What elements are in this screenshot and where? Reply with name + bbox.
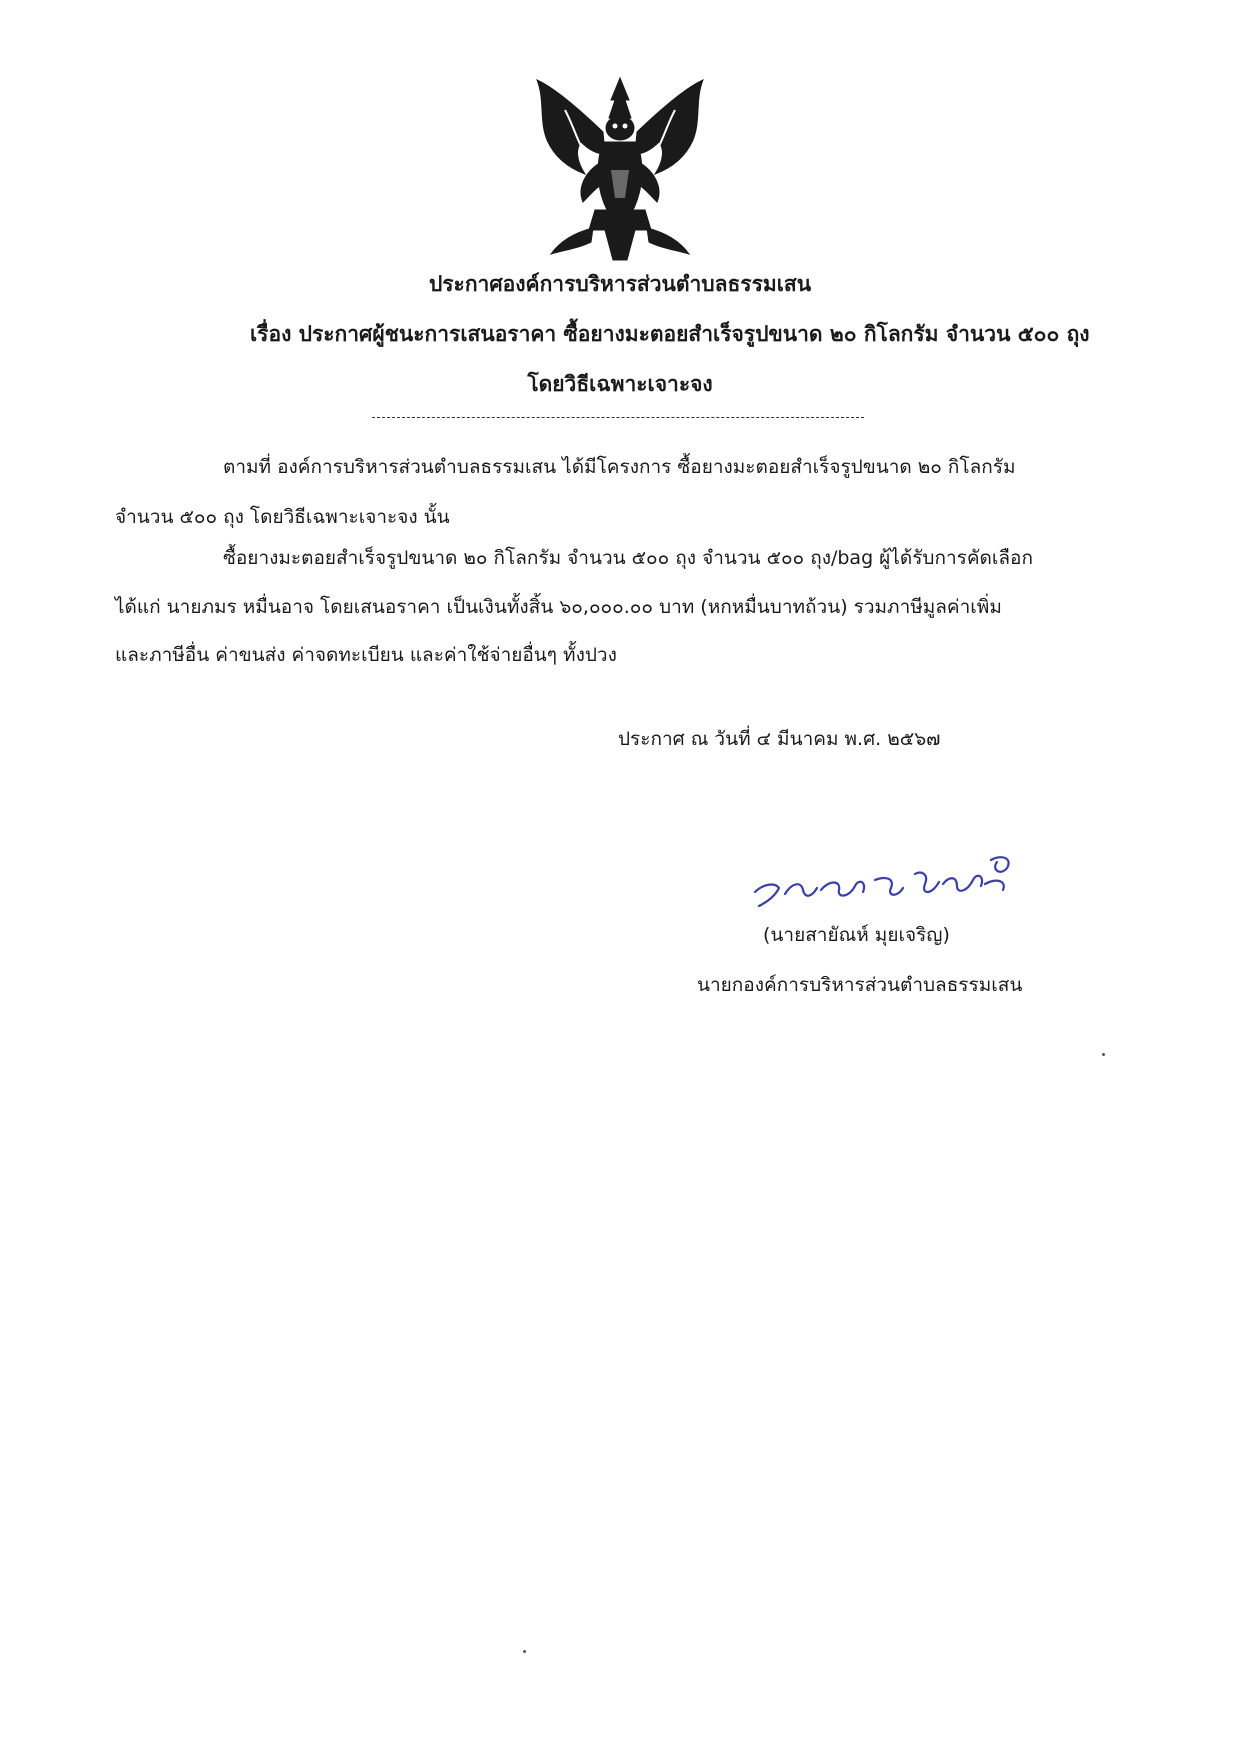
signer-position: นายกองค์การบริหารส่วนตำบลธรรมเสน	[697, 974, 1023, 996]
announcement-subject: เรื่อง ประกาศผู้ชนะการเสนอราคา ซื้อยางมะตอยสำเร็จรูปขนาด ๒๐ กิโลกรัม จำนวน ๕๐๐ ถุง	[250, 322, 1090, 346]
signer-name: (นายสายัณห์ มุยเจริญ)	[763, 924, 950, 946]
announcement-method: โดยวิธีเฉพาะเจาะจง	[527, 372, 713, 396]
paragraph-2-line-2: ได้แก่ นายภมร หมื่นอาจ โดยเสนอราคา เป็นเงินทั้งสิ้น ๖๐,๐๐๐.๐๐ บาท (หกหมื่นบาทถ้วน) รวมภาษีมูลค่าเพิ่ม	[115, 596, 1002, 618]
announcement-title: ประกาศองค์การบริหารส่วนตำบลธรรมเสน	[428, 272, 812, 296]
paragraph-2-line-1: ซื้อยางมะตอยสำเร็จรูปขนาด ๒๐ กิโลกรัม จำนวน ๕๐๐ ถุง จำนวน ๕๐๐ ถุง/bag ผู้ได้รับการคัดเลือก	[223, 547, 1033, 569]
paragraph-1-line-1: ตามที่ องค์การบริหารส่วนตำบลธรรมเสน ได้มีโครงการ ซื้อยางมะตอยสำเร็จรูปขนาด ๒๐ กิโลกรัม	[223, 456, 1016, 478]
garuda-emblem-icon	[525, 70, 715, 265]
title-divider	[372, 417, 864, 418]
handwritten-signature	[745, 840, 1065, 920]
paragraph-2-line-3: และภาษีอื่น ค่าขนส่ง ค่าจดทะเบียน และค่าใช้จ่ายอื่นๆ ทั้งปวง	[115, 644, 617, 666]
scan-speck	[523, 1650, 526, 1653]
paragraph-1-line-2: จำนวน ๕๐๐ ถุง โดยวิธีเฉพาะเจาะจง นั้น	[115, 506, 450, 528]
announcement-date: ประกาศ ณ วันที่ ๔ มีนาคม พ.ศ. ๒๕๖๗	[618, 728, 941, 750]
scan-speck	[1102, 1053, 1105, 1056]
